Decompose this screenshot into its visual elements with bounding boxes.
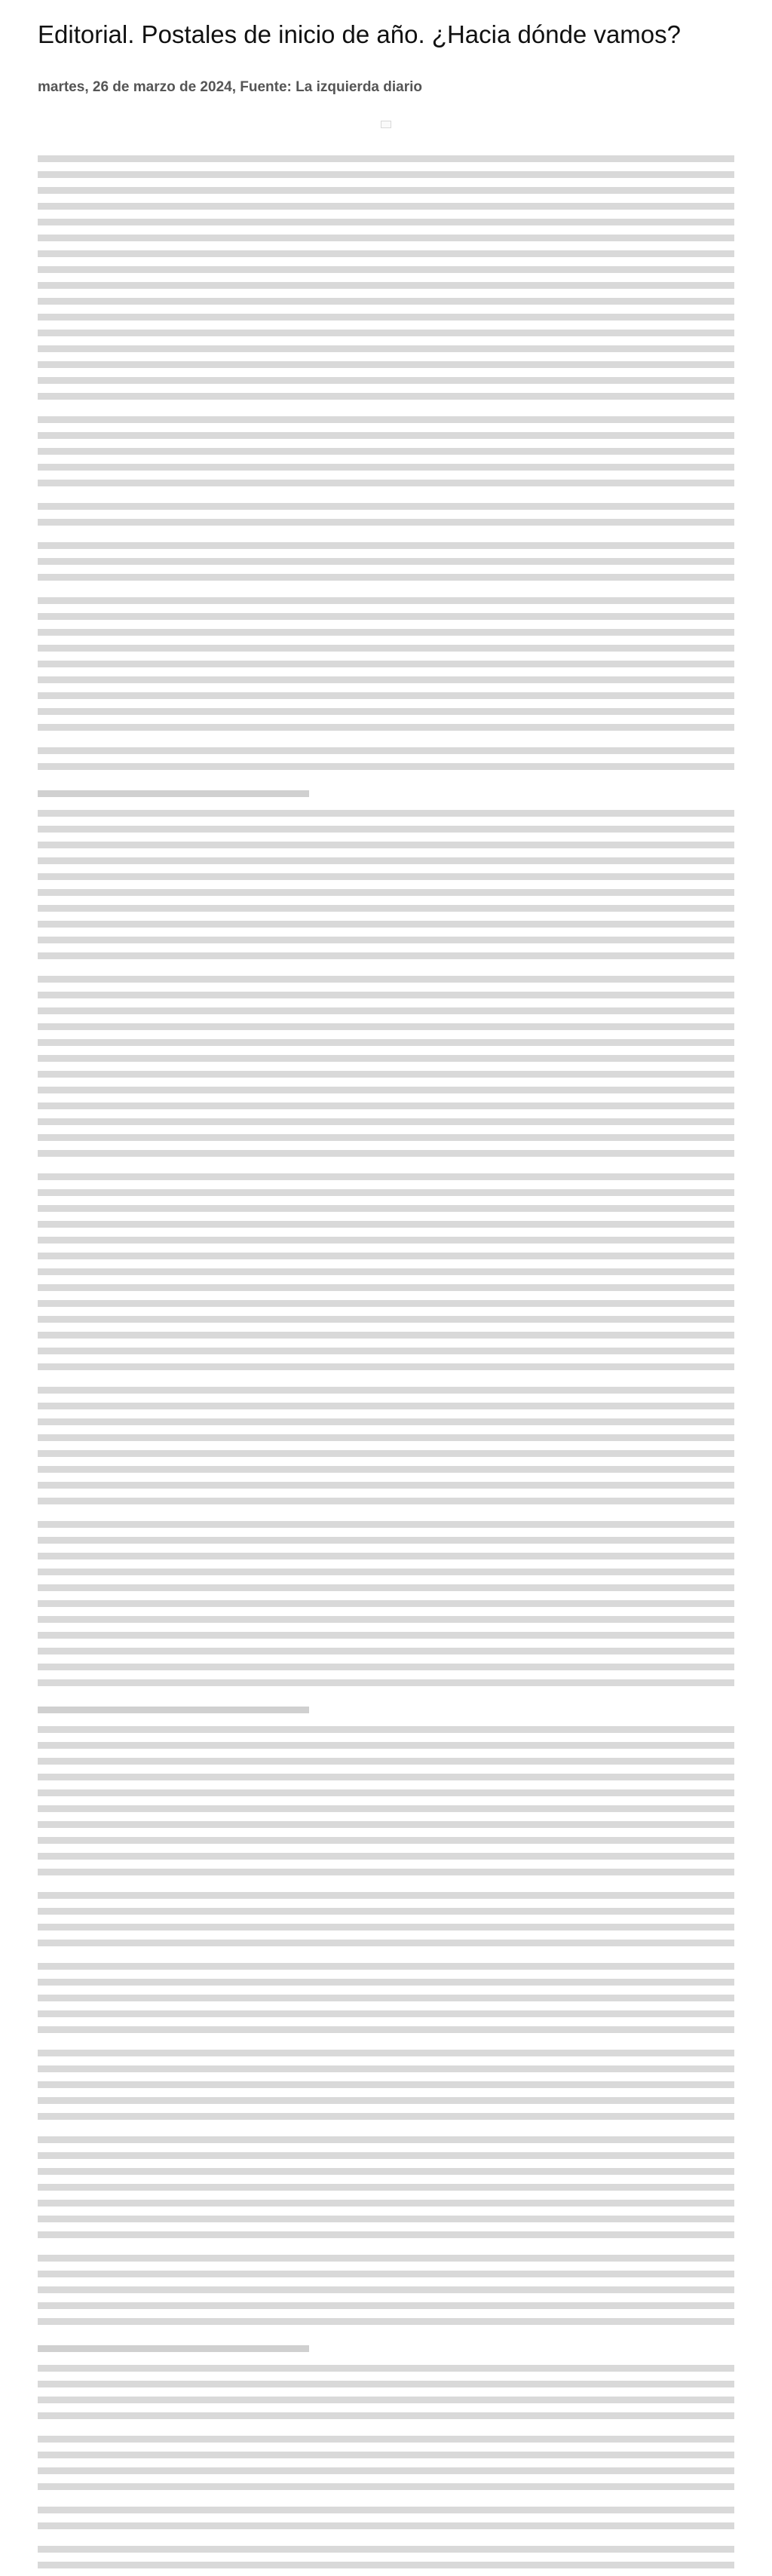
broken-image-icon [381,121,391,128]
paragraph-7 [38,747,734,779]
paragraph-text-lines [38,503,734,535]
paragraph-13 [38,1726,734,1884]
paragraph-15 [38,1963,734,2042]
paragraph-14 [38,1892,734,1955]
article-title: Editorial. Postales de inicio de año. ¿Hacia dónde vamos? [38,20,681,48]
paragraph-text-lines [38,1892,734,1955]
paragraph-text-lines [38,2255,734,2334]
paragraph-text-lines [38,2365,734,2428]
paragraph-text-lines [38,2436,734,2499]
paragraph-text-lines [38,747,734,779]
paragraph-text-lines [38,1173,734,1379]
paragraph-text-lines [38,1726,734,1884]
paragraph-text-lines [38,1963,734,2042]
paragraph-18 [38,2255,734,2334]
section-heading-1 [38,787,734,802]
heading-text-line [38,790,309,797]
paragraph-8 [38,810,734,968]
paragraph-10 [38,1173,734,1379]
paragraph-text-lines [38,1521,734,1695]
paragraph-text-lines [38,2136,734,2247]
paragraph-1 [38,155,734,235]
paragraph-16 [38,2050,734,2129]
heading-text-line [38,1707,309,1713]
paragraph-text-lines [38,810,734,968]
paragraph-text-lines [38,155,734,235]
paragraph-23 [38,2562,734,2574]
heading-text-line [38,2345,309,2352]
paragraph-text-lines [38,542,734,590]
section-heading-2 [38,1703,734,1719]
paragraph-text-lines [38,416,734,495]
paragraph-6 [38,597,734,740]
paragraph-text-lines [38,2507,734,2538]
paragraph-text-lines [38,976,734,1166]
paragraph-text-lines [38,597,734,740]
paragraph-3 [38,416,734,495]
paragraph-22 [38,2546,734,2562]
article-date-source: martes, 26 de marzo de 2024, Fuente: La izquierda diario [38,79,423,95]
paragraph-19 [38,2365,734,2428]
paragraph-17 [38,2136,734,2247]
paragraph-4 [38,503,734,535]
paragraph-text-lines [38,1387,734,1513]
paragraph-20 [38,2436,734,2499]
paragraph-21 [38,2507,734,2538]
paragraph-5 [38,542,734,590]
paragraph-9 [38,976,734,1166]
paragraph-text-lines [38,235,734,409]
paragraph-2 [38,235,734,409]
paragraph-text-lines [38,2050,734,2129]
paragraph-12 [38,1521,734,1695]
paragraph-text-lines [38,2562,734,2574]
section-heading-3 [38,2341,734,2357]
paragraph-11 [38,1387,734,1513]
paragraph-text-lines [38,2546,734,2562]
